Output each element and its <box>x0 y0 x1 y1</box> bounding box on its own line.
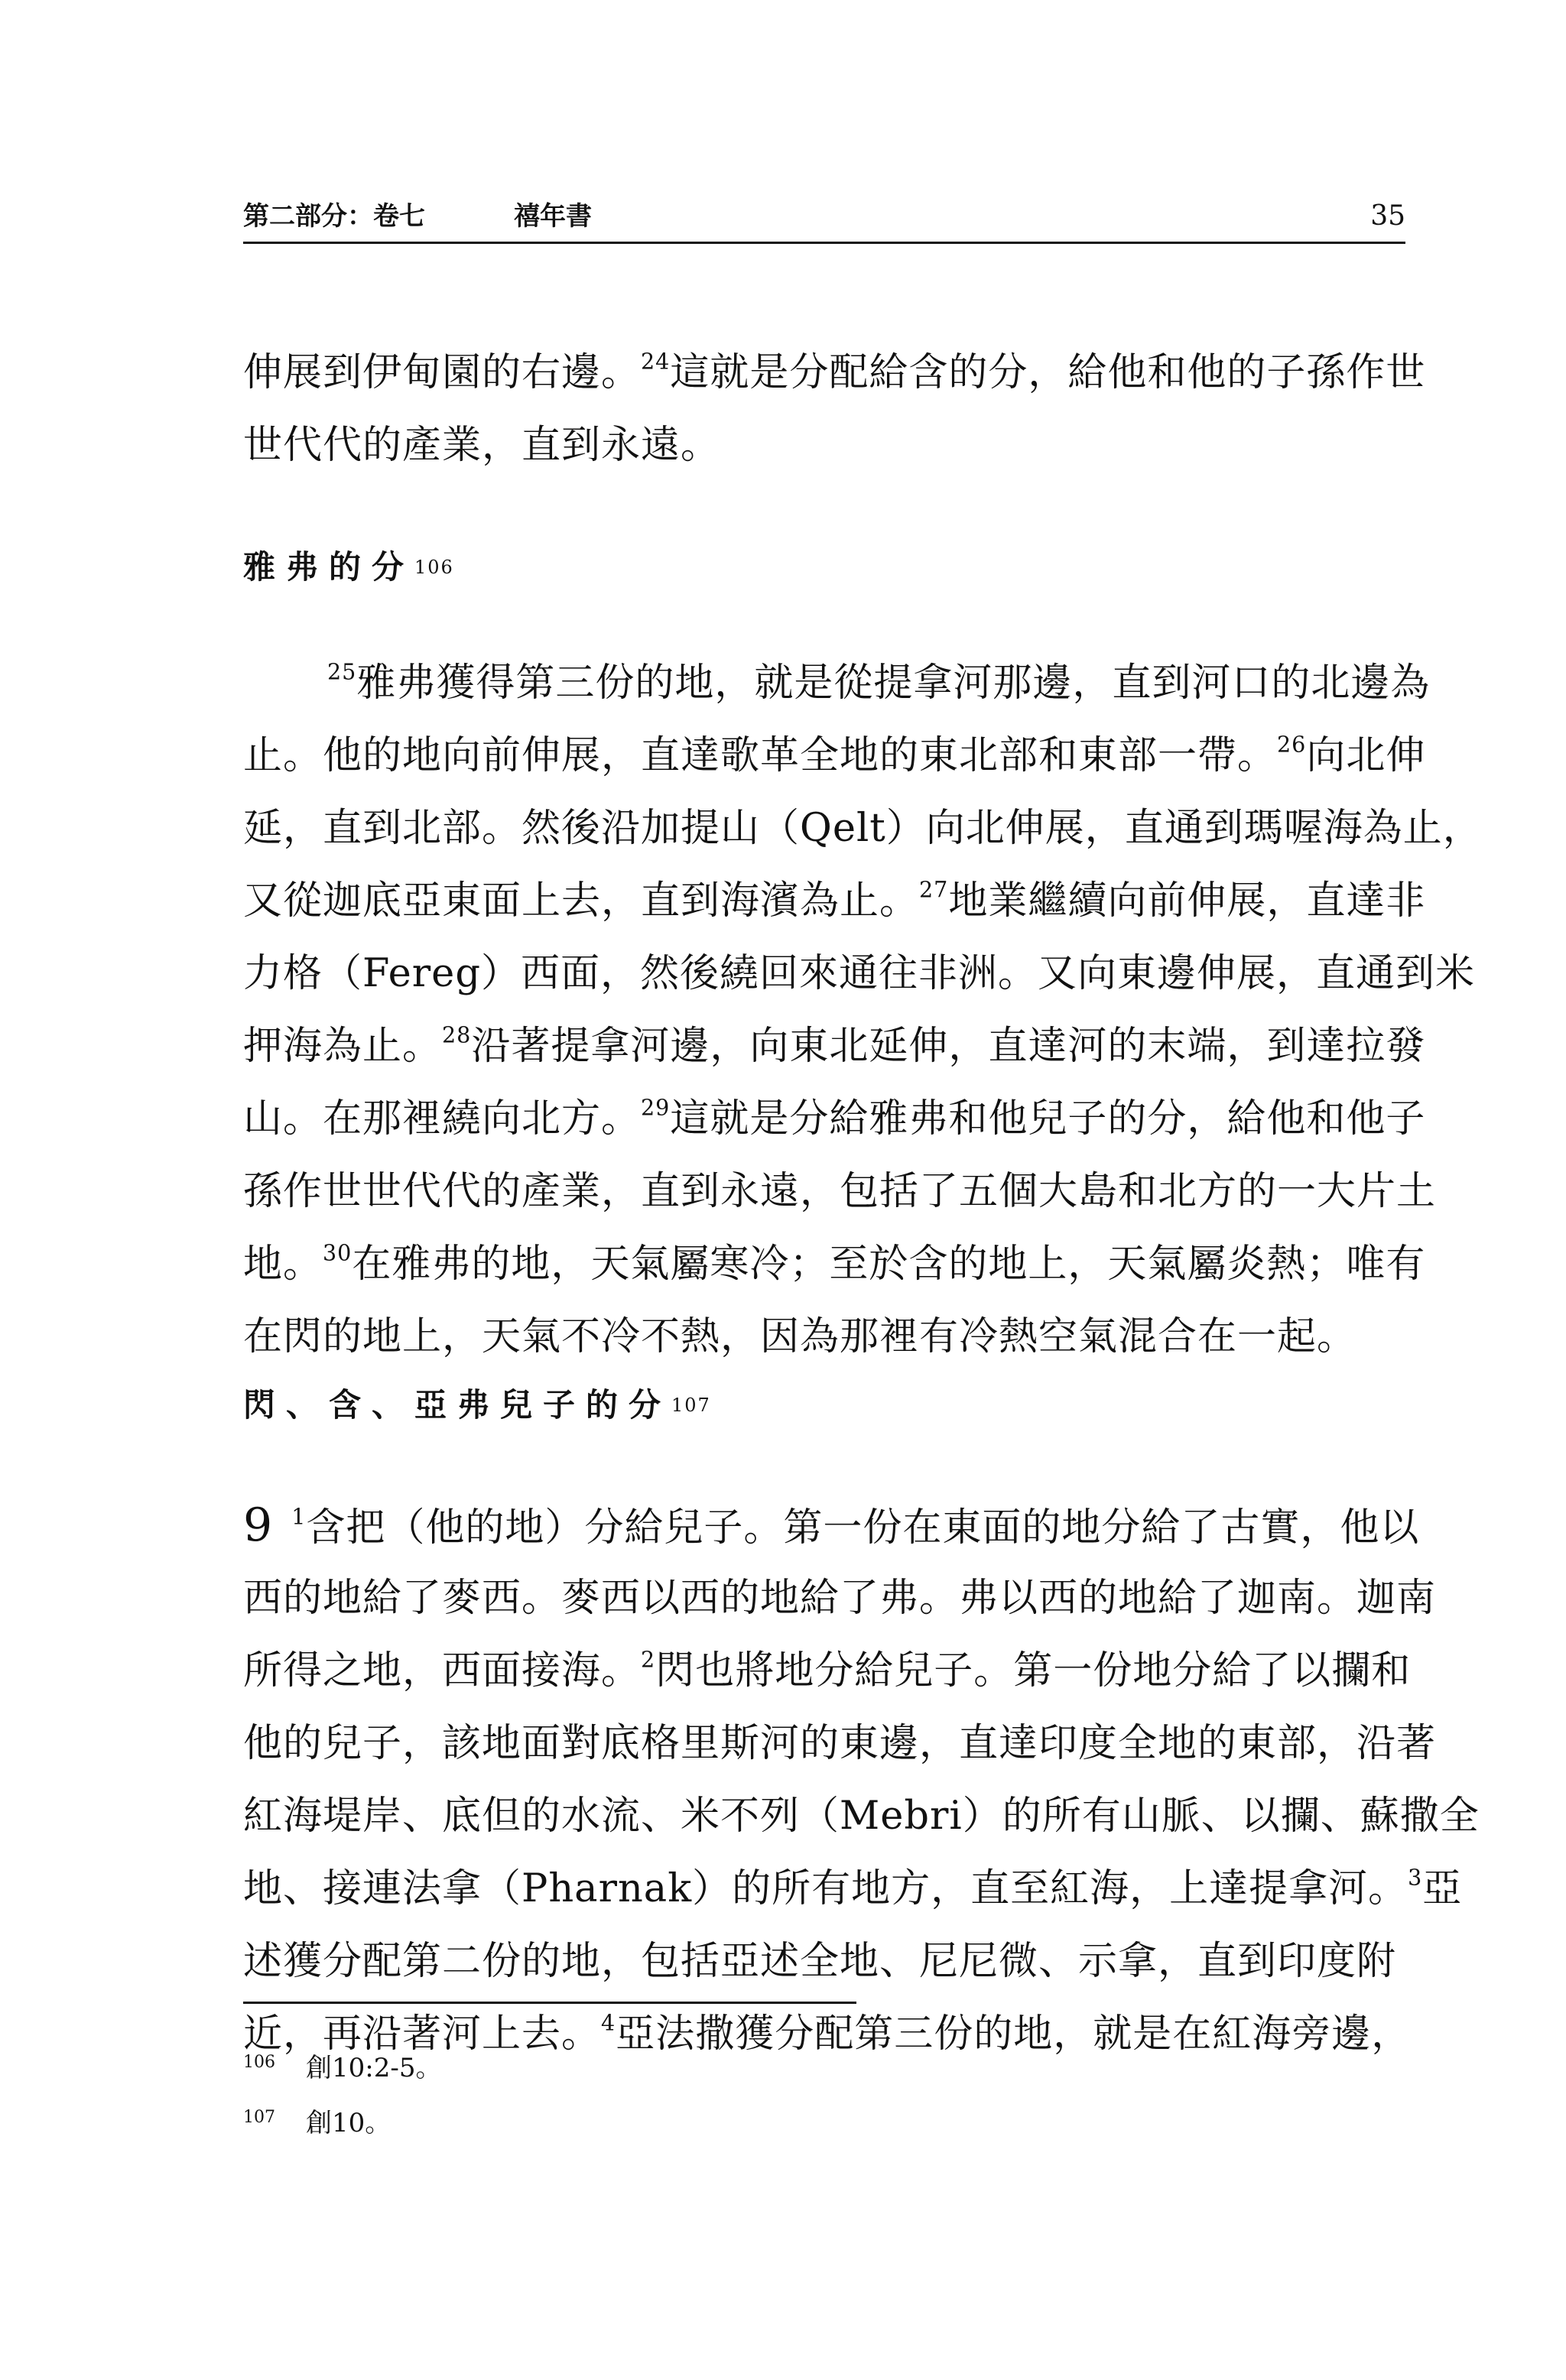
footnote <box>243 2095 391 2146</box>
footnote-reference: 106 <box>414 557 454 578</box>
text-line: 述獲分配第二份的地，包括亞述全地、尼尼微、示拿，直到印度附 <box>243 1939 1397 1984</box>
text-line: 力格（Fereg）西面，然後繞回來通往非洲。又向東邊伸展，直通到米 <box>243 951 1475 996</box>
verse-number: 24 <box>641 348 671 375</box>
text-line: 在閃的地上，天氣不冷不熱，因為那裡有冷熱空氣混合在一起。 <box>243 1314 1357 1359</box>
running-head-section: 第二部分：卷七 <box>243 201 425 232</box>
section-heading <box>243 544 454 590</box>
footnote-number: 106 <box>243 2053 275 2072</box>
paragraph-japheth <box>243 647 1483 1373</box>
text-line: 9 $^1$含把（他的地）分給兒子。第一份在東面的地分給了古實，他以 <box>243 1498 1420 1552</box>
text-line: 他的兒子，該地面對底格里斯河的東邊，直達印度全地的東部，沿著 <box>243 1721 1437 1766</box>
footnote-number: 107 <box>243 2108 275 2127</box>
section-heading <box>243 1382 711 1428</box>
verse-number: 3 <box>1408 1864 1423 1891</box>
text-line: 紅海堤岸、底但的水流、米不列（Mebri）的所有山脈、以攔、蘇撒全 <box>243 1794 1480 1839</box>
chapter-number: 9 <box>243 1498 274 1552</box>
running-head <box>243 197 1405 235</box>
footnote <box>243 2040 441 2091</box>
text-line: 近，再沿著河上去。$^4$亞法撒獲分配第三份的地，就是在紅海旁邊， <box>243 2009 1412 2057</box>
text-line: 伸展到伊甸園的右邊。$^{24}$這就是分配給含的分，給他和他的子孫作世 <box>243 348 1426 395</box>
text-line: 止。他的地向前伸展，直達歌革全地的東北部和東部一帶。$^{26}$向北伸 <box>243 731 1426 778</box>
running-head-book-title: 禧年書 <box>514 201 592 232</box>
text-line: $^{25}$雅弗獲得第三份的地，就是從提拿河那邊，直到河口的北邊為 <box>327 658 1431 706</box>
verse-number: 25 <box>327 658 357 685</box>
text-line: 西的地給了麥西。麥西以西的地給了弗。弗以西的地給了迦南。迦南 <box>243 1576 1437 1621</box>
verse-number: 29 <box>641 1094 671 1121</box>
text-line: 世代代的產業，直到永遠。 <box>243 423 721 468</box>
text-line: 地。$^{30}$在雅弗的地，天氣屬寒冷；至於含的地上，天氣屬炎熱；唯有 <box>243 1239 1426 1287</box>
verse-number: 28 <box>442 1021 472 1048</box>
text-line: 山。在那裡繞向北方。$^{29}$這就是分給雅弗和他兒子的分，給他和他子 <box>243 1094 1426 1141</box>
text-line: 押海為止。$^{28}$沿著提拿河邊，向東北延伸，直達河的末端，到達拉發 <box>243 1021 1426 1069</box>
footnote-reference: 107 <box>671 1395 711 1416</box>
paragraph-continuation <box>243 336 1426 482</box>
header-rule <box>243 242 1405 244</box>
section-heading-title: 閃、含、亞弗兒子的分 <box>243 1386 672 1424</box>
verse-number: 2 <box>641 1646 656 1673</box>
footnote-rule <box>243 2002 856 2004</box>
verse-number: 26 <box>1277 731 1307 758</box>
verse-number: 27 <box>919 876 949 903</box>
text-line: 延，直到北部。然後沿加提山（Qelt）向北伸展，直通到瑪喔海為止， <box>243 806 1483 851</box>
verse-number: 4 <box>601 2009 616 2036</box>
verse-number: 30 <box>323 1239 353 1266</box>
section-heading-title: 雅弗的分 <box>243 548 415 586</box>
footnote-text: 創10。 <box>306 2108 392 2138</box>
text-line: 所得之地，西面接海。$^2$閃也將地分給兒子。第一份地分給了以攔和 <box>243 1646 1412 1693</box>
text-line: 孫作世世代代的產業，直到永遠，包括了五個大島和北方的一大片土 <box>243 1169 1437 1214</box>
text-line: 地、接連法拿（Pharnak）的所有地方，直至紅海，上達提拿河。$^3$亞 <box>243 1864 1463 1911</box>
verse-number: 1 <box>291 1503 307 1530</box>
text-line: 又從迦底亞東面上去，直到海濱為止。$^{27}$地業繼續向前伸展，直達非 <box>243 876 1426 924</box>
footnote-text: 創10:2-5。 <box>306 2053 442 2083</box>
paragraph-division <box>243 1489 1480 2070</box>
page-number: 35 <box>1370 200 1405 232</box>
